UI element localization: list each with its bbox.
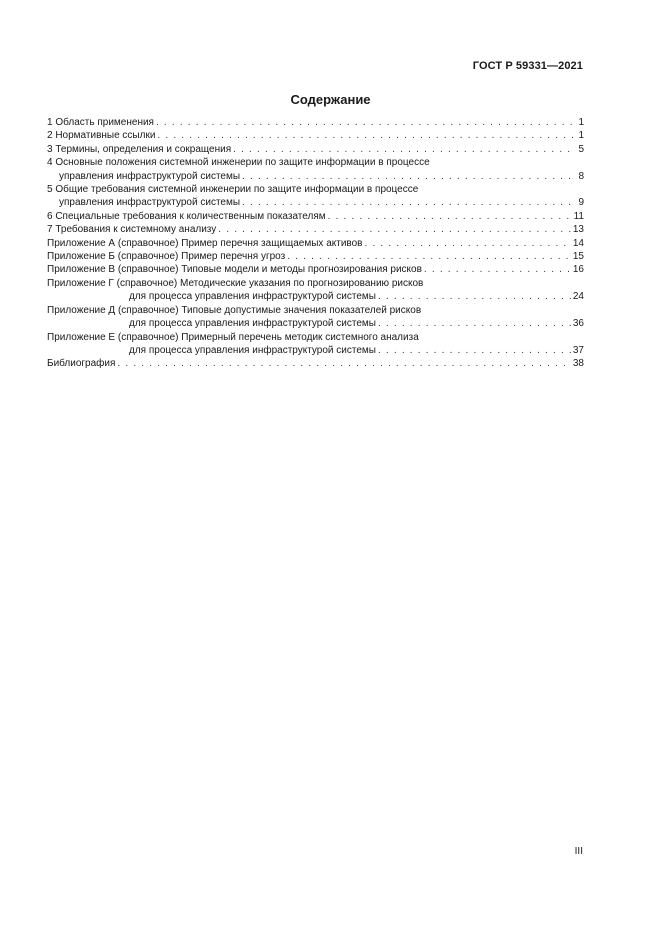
toc-entry-page: 8 [578,170,584,182]
toc-leader-dots [287,250,571,263]
toc-entry-title: для процесса управления инфраструктурой системы [129,318,376,330]
toc-leader-dots [156,116,576,129]
toc-entry-page: 1 [578,117,584,128]
toc-leader-dots [218,223,571,236]
toc-entry[interactable] [47,116,584,129]
toc-entry-title: 3 Термины, определения и сокращения [47,143,232,155]
toc-entry-page: 11 [573,210,584,222]
toc-entry-title: Библиография [47,358,116,370]
toc-entry-page: 9 [578,197,584,209]
toc-entry-title: 1 Область применения [47,117,154,128]
toc-entry-page: 13 [572,224,584,236]
toc-leader-dots [365,237,571,250]
toc-entry[interactable] [47,263,584,276]
toc-entry-page: 5 [578,143,584,155]
toc-entry[interactable] [47,277,584,304]
toc-entry-title: 5 Общие требования системной инженерии по защите информации в процессе [47,184,419,196]
toc-entry-page: 1 [578,130,584,142]
page-title: Содержание [290,92,371,107]
toc-entry-title: 4 Основные положения системной инженерии по защите информации в процессе [47,157,430,169]
page-number: III [574,846,583,857]
toc-leader-dots [378,317,571,330]
toc-entry-title: Приложение А (справочное) Пример перечня защищаемых активов [47,237,363,249]
toc-entry-title: Приложение Д (справочное) Типовые допустимые значения показателей рисков [47,304,422,316]
toc-entry-page: 15 [572,251,584,263]
toc-entry-page: 16 [572,264,584,276]
toc-entry[interactable] [47,223,584,236]
toc-entry[interactable] [47,183,584,210]
toc-leader-dots [242,170,576,183]
toc-leader-dots [157,129,576,142]
toc-entry-title: 2 Нормативные ссылки [47,130,156,142]
toc-leader-dots [242,196,576,209]
toc-entry[interactable] [47,357,584,370]
toc-entry[interactable] [47,210,584,223]
toc-entry-title: Приложение Б (справочное) Пример перечня угроз [47,251,286,263]
document-id: ГОСТ Р 59331—2021 [472,60,583,72]
toc-leader-dots [424,263,571,276]
toc-entry-title: 6 Специальные требования к количественным показателям [47,210,326,222]
toc-entry-title: управления инфраструктурой системы [59,197,241,209]
toc-entry[interactable] [47,304,584,331]
toc-entry[interactable] [47,156,584,183]
toc-entry-page: 14 [572,237,584,249]
toc-entry-title: Приложение Е (справочное) Примерный перечень методик системного анализа [47,331,419,343]
toc-entry-page: 24 [572,291,584,303]
toc-leader-dots [378,344,571,357]
toc-entry[interactable] [47,129,584,142]
toc-entry-title: для процесса управления инфраструктурой системы [129,344,376,356]
toc-entry-page: 36 [572,318,584,330]
toc-entry[interactable] [47,143,584,156]
toc-entry-title: управления инфраструктурой системы [59,170,241,182]
toc-entry-title: для процесса управления инфраструктурой системы [129,291,376,303]
toc-entry-title: Приложение Г (справочное) Методические указания по прогнозированию рисков [47,277,424,289]
toc-entry-page: 38 [572,358,584,370]
toc-entry[interactable] [47,237,584,250]
toc-entry[interactable] [47,331,584,358]
toc-entry-page: 37 [572,344,584,356]
toc-leader-dots [378,290,571,303]
toc-entry[interactable] [47,250,584,263]
table-of-contents [47,116,584,371]
toc-entry-title: Приложение В (справочное) Типовые модели и методы прогнозирования рисков [47,264,422,276]
toc-leader-dots [117,357,570,370]
toc-leader-dots [328,210,572,223]
toc-entry-title: 7 Требования к системному анализу [47,224,217,236]
toc-leader-dots [233,143,576,156]
